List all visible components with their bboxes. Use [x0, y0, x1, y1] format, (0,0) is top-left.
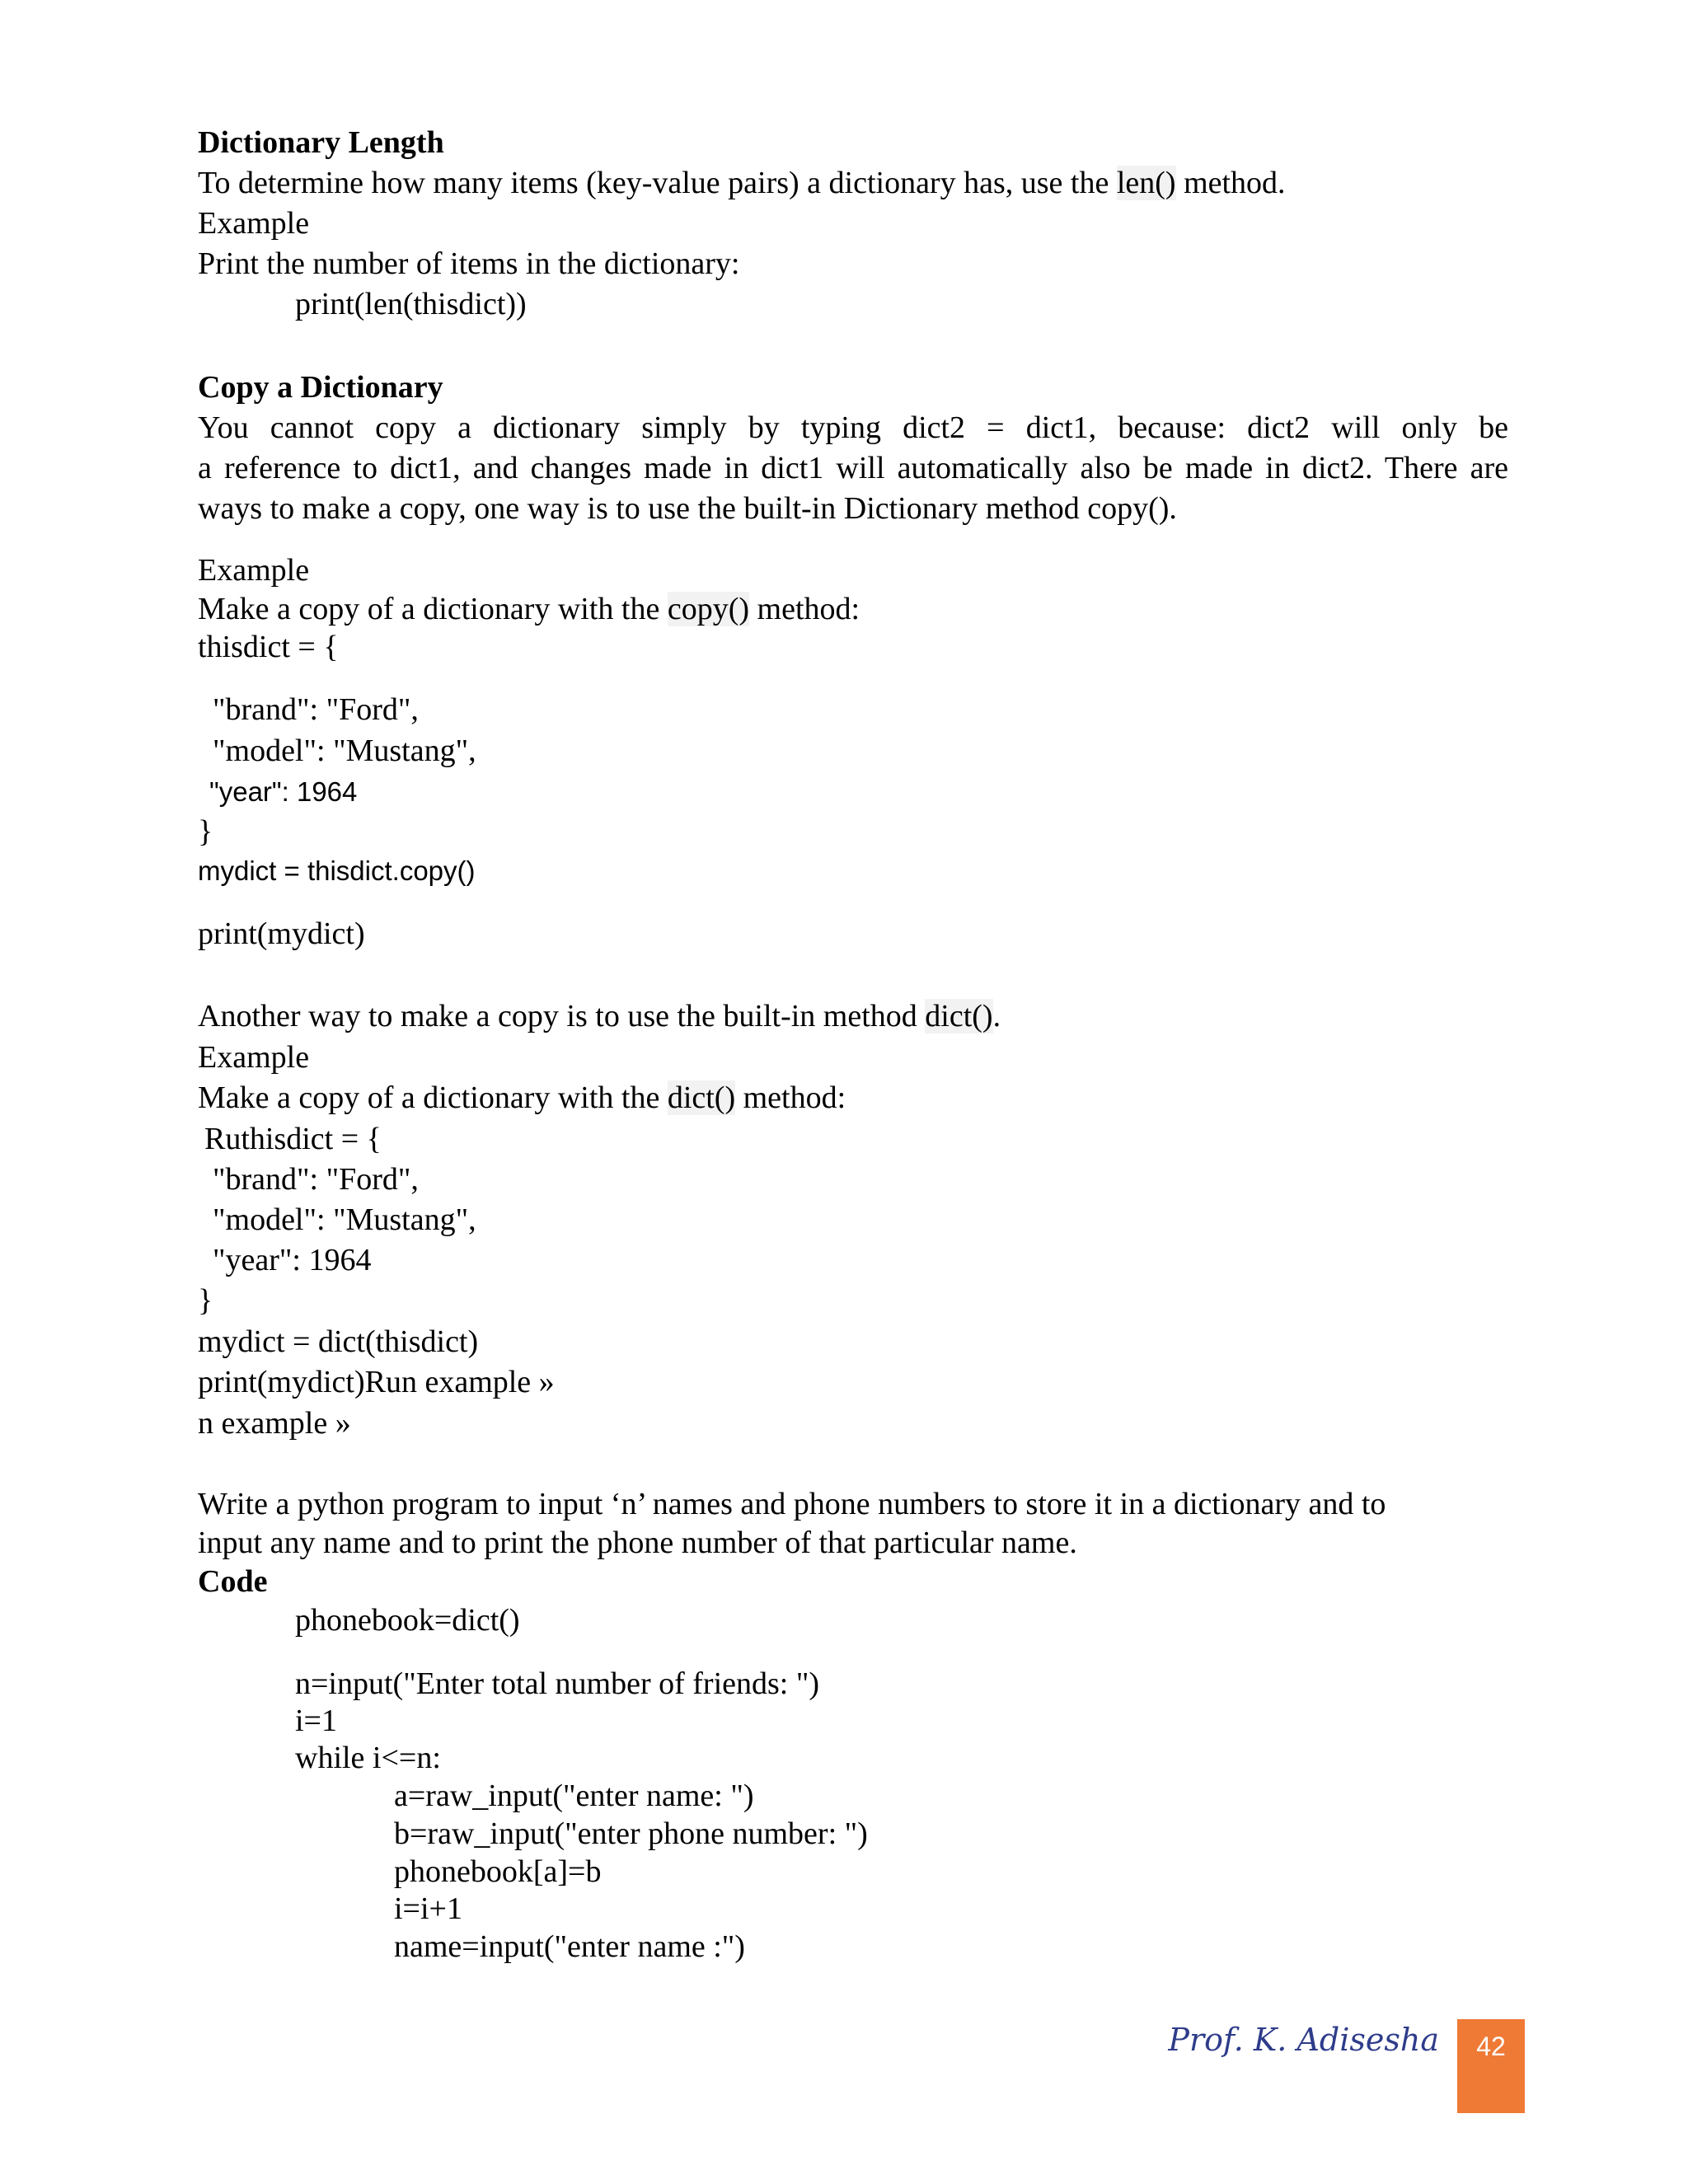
code-line: "model": "Mustang", [213, 733, 476, 768]
inline-code-len: len() [1116, 166, 1176, 200]
program-code-line: while i<=n: [295, 1741, 441, 1775]
dictionary-length-intro: To determine how many items (key-value pairs) a dictionary has, use the len() method. [198, 166, 1286, 200]
example-description: Print the number of items in the dictionary: [198, 246, 740, 281]
code-line: print(mydict)Run example » [198, 1365, 555, 1399]
example-label: Example [198, 553, 310, 588]
inline-code-dict: dict() [925, 999, 993, 1033]
copy-paragraph-line: ways to make a copy, one way is to use the built-in Dictionary method copy(). [198, 491, 1177, 526]
footer-author: Prof. K. Adisesha [1168, 2022, 1439, 2058]
code-line: "year": 1964 [213, 1243, 372, 1277]
code-line: thisdict = { [198, 630, 339, 664]
inline-code-copy: copy() [667, 592, 750, 626]
example-label: Example [198, 206, 310, 241]
program-code-line: a=raw_input("enter name: ") [394, 1779, 754, 1813]
example-description: Make a copy of a dictionary with the copy() method: [198, 592, 860, 626]
code-line: mydict = dict(thisdict) [198, 1324, 479, 1359]
program-code-line: name=input("enter name :") [394, 1929, 745, 1964]
code-line: print(mydict) [198, 916, 365, 951]
heading-dictionary-length: Dictionary Length [198, 125, 444, 160]
code-line: mydict = thisdict.copy() [198, 855, 476, 886]
program-question-line: input any name and to print the phone number of that particular name. [198, 1526, 1077, 1560]
program-code-line: i=1 [295, 1704, 337, 1738]
example-description: Make a copy of a dictionary with the dict() method: [198, 1080, 846, 1115]
program-code-line: phonebook=dict() [295, 1603, 520, 1638]
inline-code-dict: dict() [667, 1080, 736, 1115]
page-number: 42 [1457, 2019, 1525, 2113]
program-code-line: n=input("Enter total number of friends: ") [295, 1666, 820, 1701]
code-line: "model": "Mustang", [213, 1202, 476, 1237]
example-label: Example [198, 1040, 310, 1075]
code-line: n example » [198, 1406, 351, 1441]
code-line: } [198, 814, 213, 849]
code-line: Ruthisdict = { [204, 1122, 382, 1156]
code-line: "brand": "Ford", [213, 1162, 419, 1197]
copy-paragraph-line: You cannot copy a dictionary simply by typing dict2 = dict1, because: dict2 will only be [198, 410, 1508, 445]
code-line: "year": 1964 [209, 776, 358, 807]
copy-paragraph-line: a reference to dict1, and changes made in dict1 will automatically also be made in dict2. There are [198, 451, 1508, 485]
program-code-line: i=i+1 [394, 1891, 462, 1926]
code-label: Code [198, 1564, 268, 1599]
code-line: print(len(thisdict)) [295, 287, 527, 321]
program-question-line: Write a python program to input ‘n’ names and phone numbers to store it in a dictionary and to [198, 1487, 1386, 1521]
heading-copy-dictionary: Copy a Dictionary [198, 370, 443, 405]
dict-method-intro: Another way to make a copy is to use the built-in method dict(). [198, 999, 1001, 1033]
code-line: "brand": "Ford", [213, 692, 419, 727]
code-line: } [198, 1283, 213, 1318]
program-code-line: phonebook[a]=b [394, 1854, 602, 1889]
program-code-line: b=raw_input("enter phone number: ") [394, 1816, 868, 1851]
